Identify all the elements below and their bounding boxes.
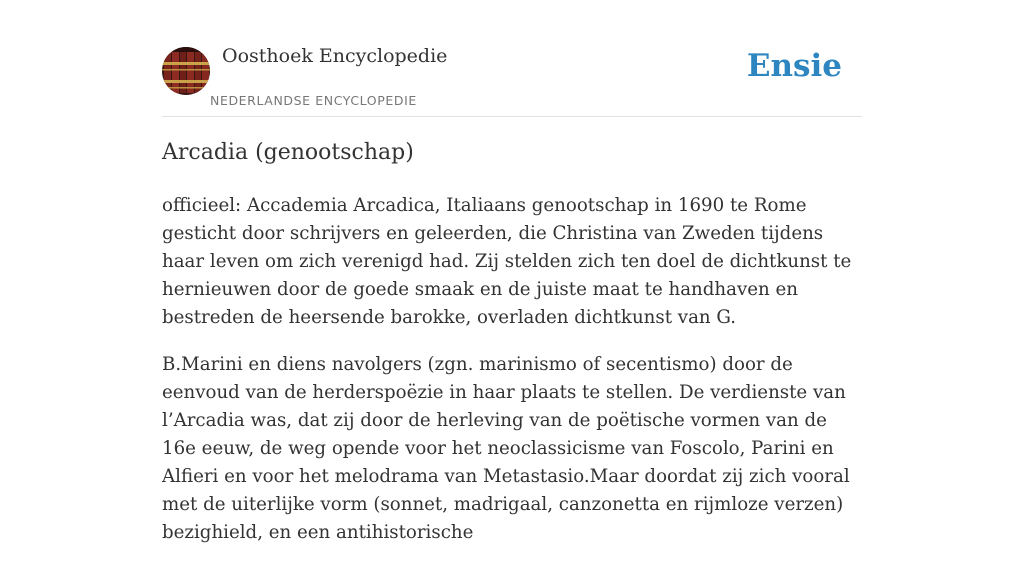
- article-title: Arcadia (genootschap): [162, 140, 414, 165]
- article-paragraph: officieel: Accademia Arcadica, Italiaans genootschap in 1690 te Rome gesticht door schrijvers en geleerden, die Christina van Zweden tijdens haar leven om zich verenigd had. Zij stelden zich ten doel de dichtkunst te hernieuwen door de goede smaak en de juiste maat te handhaven en bestreden de heersende barokke, overladen dichtkunst van G.: [162, 195, 852, 328]
- brand-logo[interactable]: Ensie: [746, 48, 842, 84]
- page-container: [162, 0, 862, 543]
- encyclopedia-books-icon[interactable]: [162, 47, 210, 95]
- site-subtitle: NEDERLANDSE ENCYCLOPEDIE: [210, 93, 417, 108]
- site-name-link[interactable]: Oosthoek Encyclopedie: [222, 45, 448, 67]
- article-paragraph: B.Marini en diens navolgers (zgn. marinismo of secentismo) door de eenvoud van de herderspoëzie in haar plaats te stellen. De verdienste van l’Arcadia was, dat zij door de herleving van de poëtische vormen van de 16e eeuw, de weg opende voor het neoclassicisme van Foscolo, Parini en Alfieri en voor het melodrama van Metastasio.Maar doordat zij zich vooral met de uiterlijke vorm (sonnet, madrigaal, canzonetta en rijmloze verzen) bezighield, en een antihistorische: [162, 354, 850, 543]
- site-header: [162, 0, 862, 117]
- article-body: [162, 192, 866, 566]
